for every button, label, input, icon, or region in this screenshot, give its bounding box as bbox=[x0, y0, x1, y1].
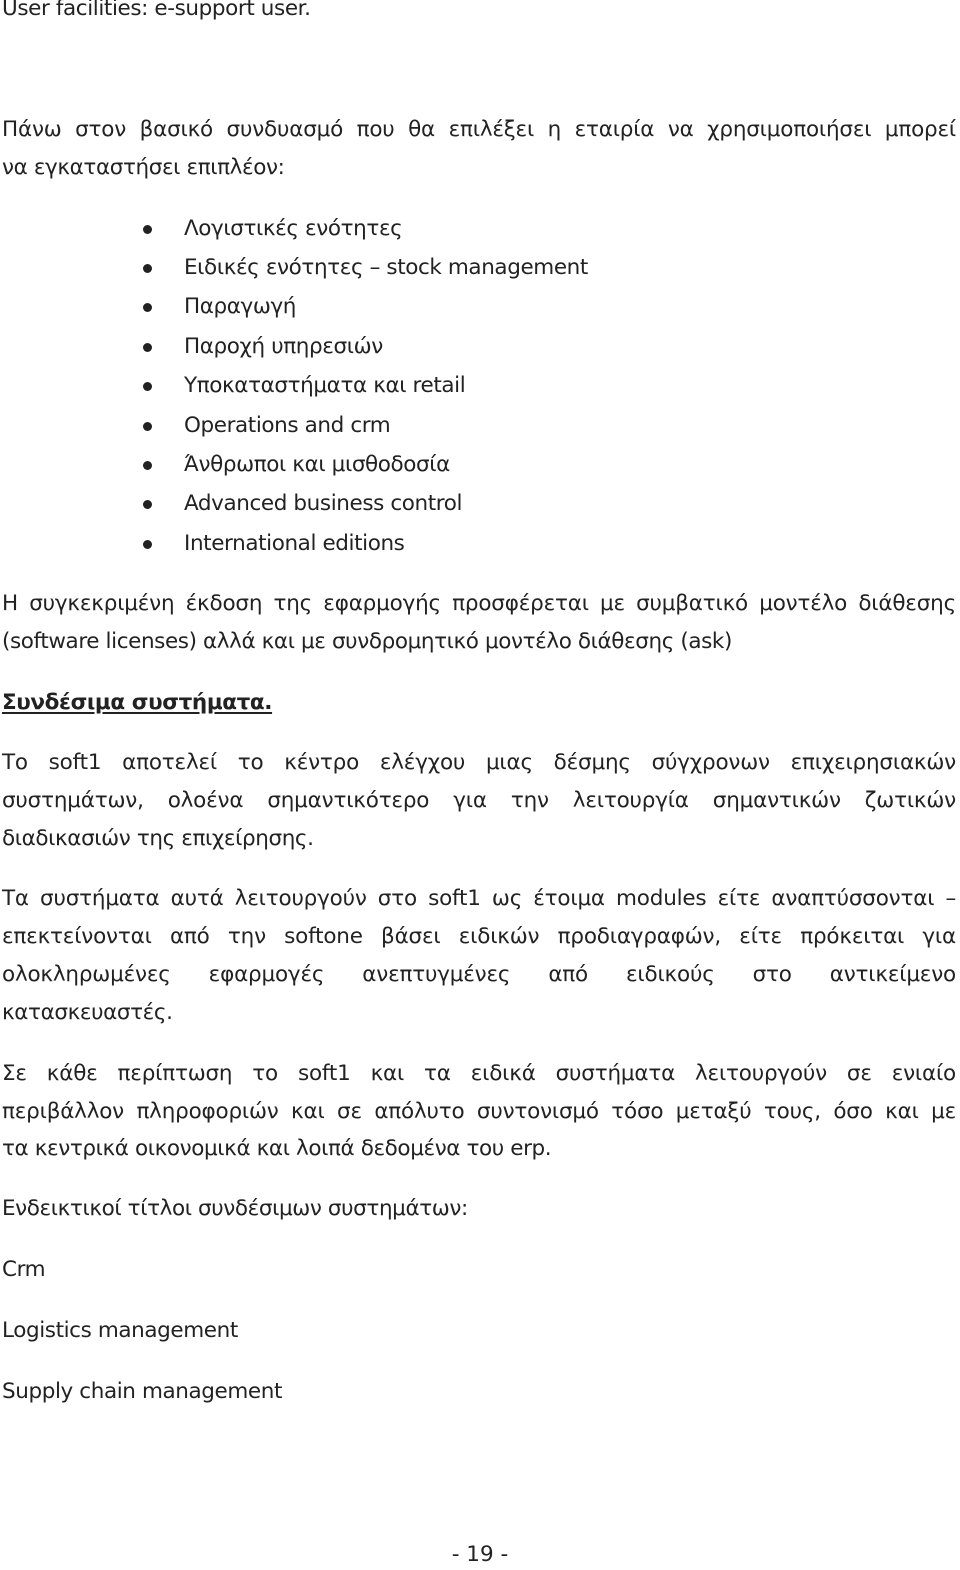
list-item bbox=[184, 371, 465, 401]
paragraph-1-line-3: διαδικασιών της επιχείρησης. bbox=[2, 826, 314, 851]
bullet-icon bbox=[143, 422, 152, 431]
licensing-line-2: (software licenses) αλλά και με συνδρομητικό μοντέλο διάθεσης (ask) bbox=[2, 629, 732, 654]
list-item-label: Ειδικές ενότητες – stock management bbox=[184, 255, 588, 280]
paragraph-3-line-1: Σε κάθε περίπτωση το soft1 και τα ειδικά συστήματα λειτουργούν σε ενιαίο bbox=[2, 1061, 956, 1086]
bullet-icon bbox=[143, 303, 152, 312]
list-item-label: Operations and crm bbox=[184, 413, 391, 438]
bullet-icon bbox=[143, 500, 152, 509]
paragraph-2-line-4: κατασκευαστές. bbox=[2, 1000, 173, 1025]
section-heading: Συνδέσιμα συστήματα. bbox=[2, 690, 273, 715]
paragraph-1-line-1: Το soft1 αποτελεί το κέντρο ελέγχου μιας δέσμης σύγχρονων επιχειρησιακών bbox=[2, 750, 956, 775]
paragraph-3-line-2: περιβάλλον πληροφοριών και σε απόλυτο συντονισμό τόσο μεταξύ τους, όσο και με bbox=[2, 1099, 956, 1124]
licensing-line-1: Η συγκεκριμένη έκδοση της εφαρμογής προσφέρεται με συμβατικό μοντέλο διάθεσης bbox=[2, 591, 956, 616]
list-item bbox=[184, 292, 296, 322]
paragraph-3-line-3: τα κεντρικά οικονομικά και λοιπά δεδομένα του erp. bbox=[2, 1136, 552, 1161]
list-item-label: Λογιστικές ενότητες bbox=[184, 216, 403, 241]
list-item: Logistics management bbox=[2, 1318, 238, 1343]
list-item-label: Άνθρωποι και μισθοδοσία bbox=[184, 452, 450, 477]
page-number: - 19 - bbox=[451, 1542, 509, 1567]
intro-line-1: Πάνω στον βασικό συνδυασμό που θα επιλέξει η εταιρία να χρησιμοποιήσει μπορεί bbox=[2, 117, 956, 142]
bullet-icon bbox=[143, 264, 152, 273]
list-item bbox=[184, 332, 383, 362]
bullet-icon bbox=[143, 382, 152, 391]
list-item bbox=[184, 529, 405, 559]
list-item: Supply chain management bbox=[2, 1379, 282, 1404]
list-item bbox=[184, 214, 402, 244]
paragraph-1-line-2: συστημάτων, ολοένα σημαντικότερο για την λειτουργία σημαντικών ζωτικών bbox=[2, 788, 956, 813]
paragraph-2-line-2: επεκτείνονται από την softone βάσει ειδικών προδιαγραφών, είτε πρόκειται για bbox=[2, 924, 956, 949]
bullet-icon bbox=[143, 225, 152, 234]
intro-line-2: να εγκαταστήσει επιπλέον: bbox=[2, 155, 285, 180]
list-item bbox=[184, 489, 462, 519]
list-item-label: International editions bbox=[184, 531, 405, 556]
list-item-label: Advanced business control bbox=[184, 491, 463, 516]
bullet-icon bbox=[143, 461, 152, 470]
paragraph-2-line-3: ολοκληρωμένες εφαρμογές ανεπτυγμένες από ειδικούς στο αντικείμενο bbox=[2, 962, 956, 987]
list-item-label: Παραγωγή bbox=[184, 294, 297, 319]
bullet-icon bbox=[143, 540, 152, 549]
list-item: Crm bbox=[2, 1257, 46, 1282]
bullet-icon bbox=[143, 343, 152, 352]
paragraph-2-line-1: Τα συστήματα αυτά λειτουργούν στο soft1 ως έτοιμα modules είτε αναπτύσσονται – bbox=[2, 886, 956, 911]
page-header: User facilities: e-support user. bbox=[2, 0, 311, 21]
examples-heading: Ενδεικτικοί τίτλοι συνδέσιμων συστημάτων: bbox=[2, 1196, 468, 1221]
list-item bbox=[184, 411, 390, 441]
list-item-label: Παροχή υπηρεσιών bbox=[184, 334, 383, 359]
list-item bbox=[184, 450, 450, 480]
list-item bbox=[184, 253, 588, 283]
list-item-label: Υποκαταστήματα και retail bbox=[184, 373, 466, 398]
